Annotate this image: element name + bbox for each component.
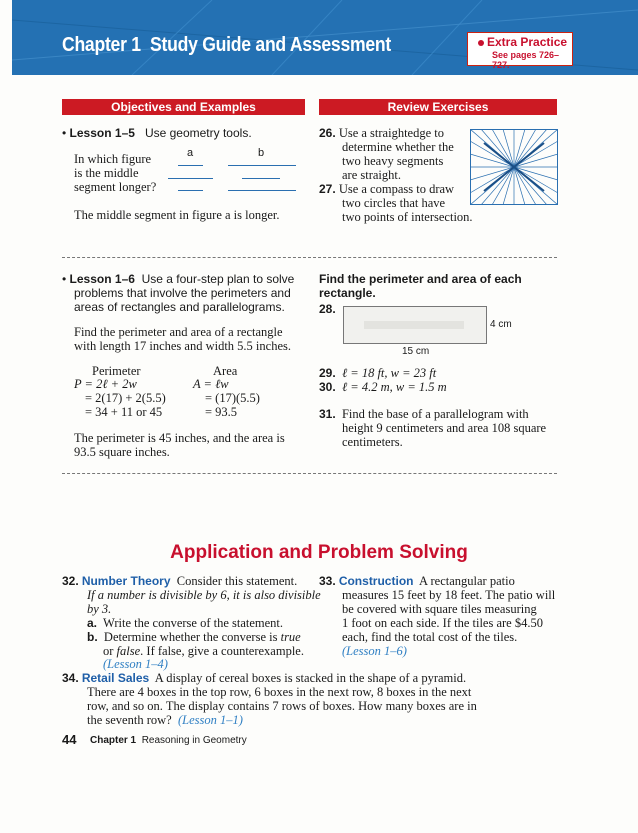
exercise-number: 30.: [319, 380, 336, 394]
exercise-26-cont: [342, 140, 454, 182]
section-divider: [62, 257, 557, 258]
exercise-text: row, and so on. The display contains 7 rows of boxes. How many boxes are in: [87, 699, 477, 713]
exercise-32a: [87, 616, 283, 630]
exercise-34: [62, 671, 466, 685]
question-line: segment longer?: [74, 180, 157, 194]
exercise-27-cont: [342, 196, 473, 224]
area-line-3: = 93.5: [205, 405, 238, 419]
example-text: Find the perimeter and area of a rectangle: [74, 325, 283, 339]
exercise-number: 32.: [62, 574, 79, 588]
part-label: a.: [87, 616, 98, 630]
instruction-text: rectangle.: [319, 286, 376, 300]
exercise-31: [319, 407, 529, 421]
exercise-29: [319, 366, 436, 380]
exercise-33: [319, 574, 515, 588]
exercise-text: ℓ = 4.2 m, w = 1.5 m: [341, 380, 447, 394]
rectangle-figure: [343, 306, 487, 344]
lesson-1-6-answer: [74, 431, 285, 459]
footer-chapter-label: Chapter 1: [90, 735, 137, 746]
example-text: with length 17 inches and width 5.5 inches.: [74, 339, 291, 353]
exercise-number: 34.: [62, 671, 79, 685]
rectangle-length-label: 15 cm: [402, 346, 430, 357]
part-text: false: [116, 644, 141, 658]
see-pages: See pages 726–727.: [492, 50, 560, 70]
lesson-1-5-heading: • Lesson 1–5 Use geometry tools.: [62, 126, 252, 140]
footer-chapter: [90, 735, 247, 746]
page-title: [62, 34, 391, 57]
question-line: is the middle: [74, 166, 139, 180]
objectives-banner: Objectives and Examples: [62, 99, 305, 115]
footer-chapter-title: Reasoning in Geometry: [141, 735, 247, 746]
application-title: Application and Problem Solving: [170, 542, 468, 563]
statement-text: by 3.: [87, 602, 112, 616]
statement-text: If a number is divisible by 6, it is also divisible: [87, 588, 321, 602]
exercise-text: two points of intersection.: [342, 210, 473, 224]
answer-text: The perimeter is 45 inches, and the area is: [74, 431, 285, 445]
perimeter-line-3: = 34 + 11 or 45: [85, 405, 163, 419]
area-line-2: = (17)(5.5): [205, 391, 260, 405]
exercise-topic: Retail Sales: [81, 671, 150, 685]
exercise-number: 33.: [319, 574, 336, 588]
chapter-title-text: Study Guide and Assessment: [150, 34, 391, 56]
part-text: true: [280, 630, 301, 644]
area-line-1: A = ℓw: [193, 377, 229, 391]
exercise-34-cont: [87, 685, 477, 727]
exercise-topic: Construction: [338, 574, 414, 588]
instruction-text: Find the perimeter and area of each: [319, 272, 522, 286]
exercise-26: [319, 126, 479, 140]
exercise-text: centimeters.: [342, 435, 403, 449]
figure-b-label: b: [258, 147, 265, 159]
exercise-text: determine whether the: [342, 140, 454, 154]
bullet-icon: [478, 40, 484, 46]
lesson-1-6-example: [74, 325, 291, 353]
exercise-32b: [87, 630, 301, 644]
chapter-label: Chapter 1: [62, 34, 141, 56]
perimeter-line-2: = 2(17) + 2(5.5): [85, 391, 166, 405]
exercise-text: A rectangular patio: [419, 574, 515, 588]
perimeter-line-1: P = 2ℓ + 2w: [74, 377, 137, 391]
exercise-text: There are 4 boxes in the top row, 6 boxes in the next row, 8 boxes in the next: [87, 685, 472, 699]
exercise-topic: Number Theory: [81, 574, 171, 588]
exercise-text: height 9 centimeters and area 108 square: [342, 421, 547, 435]
lesson-reference-link[interactable]: (Lesson 1–1): [177, 713, 243, 727]
lesson-objective: Use a four-step plan to solve: [141, 272, 295, 286]
find-perimeter-instructions: [319, 272, 522, 300]
exercise-text: A display of cereal boxes is stacked in the shape of a pyramid.: [154, 671, 467, 685]
exercise-number: 26.: [319, 126, 336, 140]
extra-practice-label: Extra Practice: [487, 35, 568, 49]
lesson-1-6-heading: • Lesson 1–6 Use a four-step plan to solve: [62, 272, 295, 286]
exercise-text: each, find the total cost of the tiles.: [342, 630, 518, 644]
exercise-text: are straight.: [342, 168, 402, 182]
lesson-1-6-objective-cont: [74, 286, 291, 314]
part-text: or: [103, 644, 117, 658]
lesson-objective: problems that involve the perimeters and: [74, 286, 291, 300]
area-heading: Area: [213, 364, 238, 378]
exercise-number: 27.: [319, 182, 336, 196]
exercise-text: 1 foot on each side. If the tiles are $4.50: [342, 616, 543, 630]
rectangle-width-label: 4 cm: [490, 319, 512, 330]
exercise-32b-cont: [103, 644, 304, 658]
exercise-text: Use a straightedge to: [338, 126, 444, 140]
exercise-28-number: 28.: [319, 302, 336, 316]
exercise-text: Use a compass to draw: [338, 182, 455, 196]
straightness-illusion-figure: [470, 129, 558, 205]
lesson-1-5-answer: The middle segment in figure a is longer.: [74, 208, 280, 222]
answer-text: 93.5 square inches.: [74, 445, 170, 459]
exercise-number: 29.: [319, 366, 336, 380]
perimeter-heading: Perimeter: [92, 364, 141, 378]
section-divider: [62, 473, 557, 474]
exercise-text: Consider this statement.: [176, 574, 298, 588]
exercise-text: be covered with square tiles measuring: [342, 602, 537, 616]
exercise-text: the seventh row?: [87, 713, 172, 727]
part-label: b.: [87, 630, 98, 644]
exercise-text: ℓ = 18 ft, w = 23 ft: [341, 366, 437, 380]
extra-practice-box: [467, 32, 573, 70]
exercise-32-statement: [87, 588, 321, 616]
exercise-text: two circles that have: [342, 196, 446, 210]
page-number: 44: [62, 732, 77, 747]
lesson-objective: Use geometry tools.: [144, 126, 252, 140]
exercise-33-cont: [342, 588, 555, 658]
exercise-text: two heavy segments: [342, 154, 444, 168]
question-line: In which figure: [74, 152, 152, 166]
lesson-reference-link[interactable]: (Lesson 1–6): [342, 644, 407, 658]
chapter-header: [12, 0, 638, 75]
figure-a-label: a: [187, 147, 194, 159]
exercise-27: [319, 182, 454, 196]
part-text: . If false, give a counterexample.: [140, 644, 304, 658]
exercise-31-cont: [342, 421, 546, 449]
part-text: Determine whether the converse is: [103, 630, 281, 644]
lesson-label: Lesson 1–6: [69, 272, 135, 286]
review-banner: Review Exercises: [319, 99, 557, 115]
lesson-label: Lesson 1–5: [69, 126, 135, 140]
exercise-30: [319, 380, 447, 394]
lesson-reference-link[interactable]: (Lesson 1–4): [103, 657, 168, 671]
exercise-number: 31.: [319, 407, 336, 421]
lesson-1-5-question: [74, 152, 156, 194]
part-text: Write the converse of the statement.: [103, 616, 284, 630]
exercise-text: measures 15 feet by 18 feet. The patio will: [342, 588, 556, 602]
exercise-text: Find the base of a parallelogram with: [341, 407, 529, 421]
exercise-32: [62, 574, 297, 588]
lesson-objective: areas of rectangles and parallelograms.: [74, 300, 285, 314]
